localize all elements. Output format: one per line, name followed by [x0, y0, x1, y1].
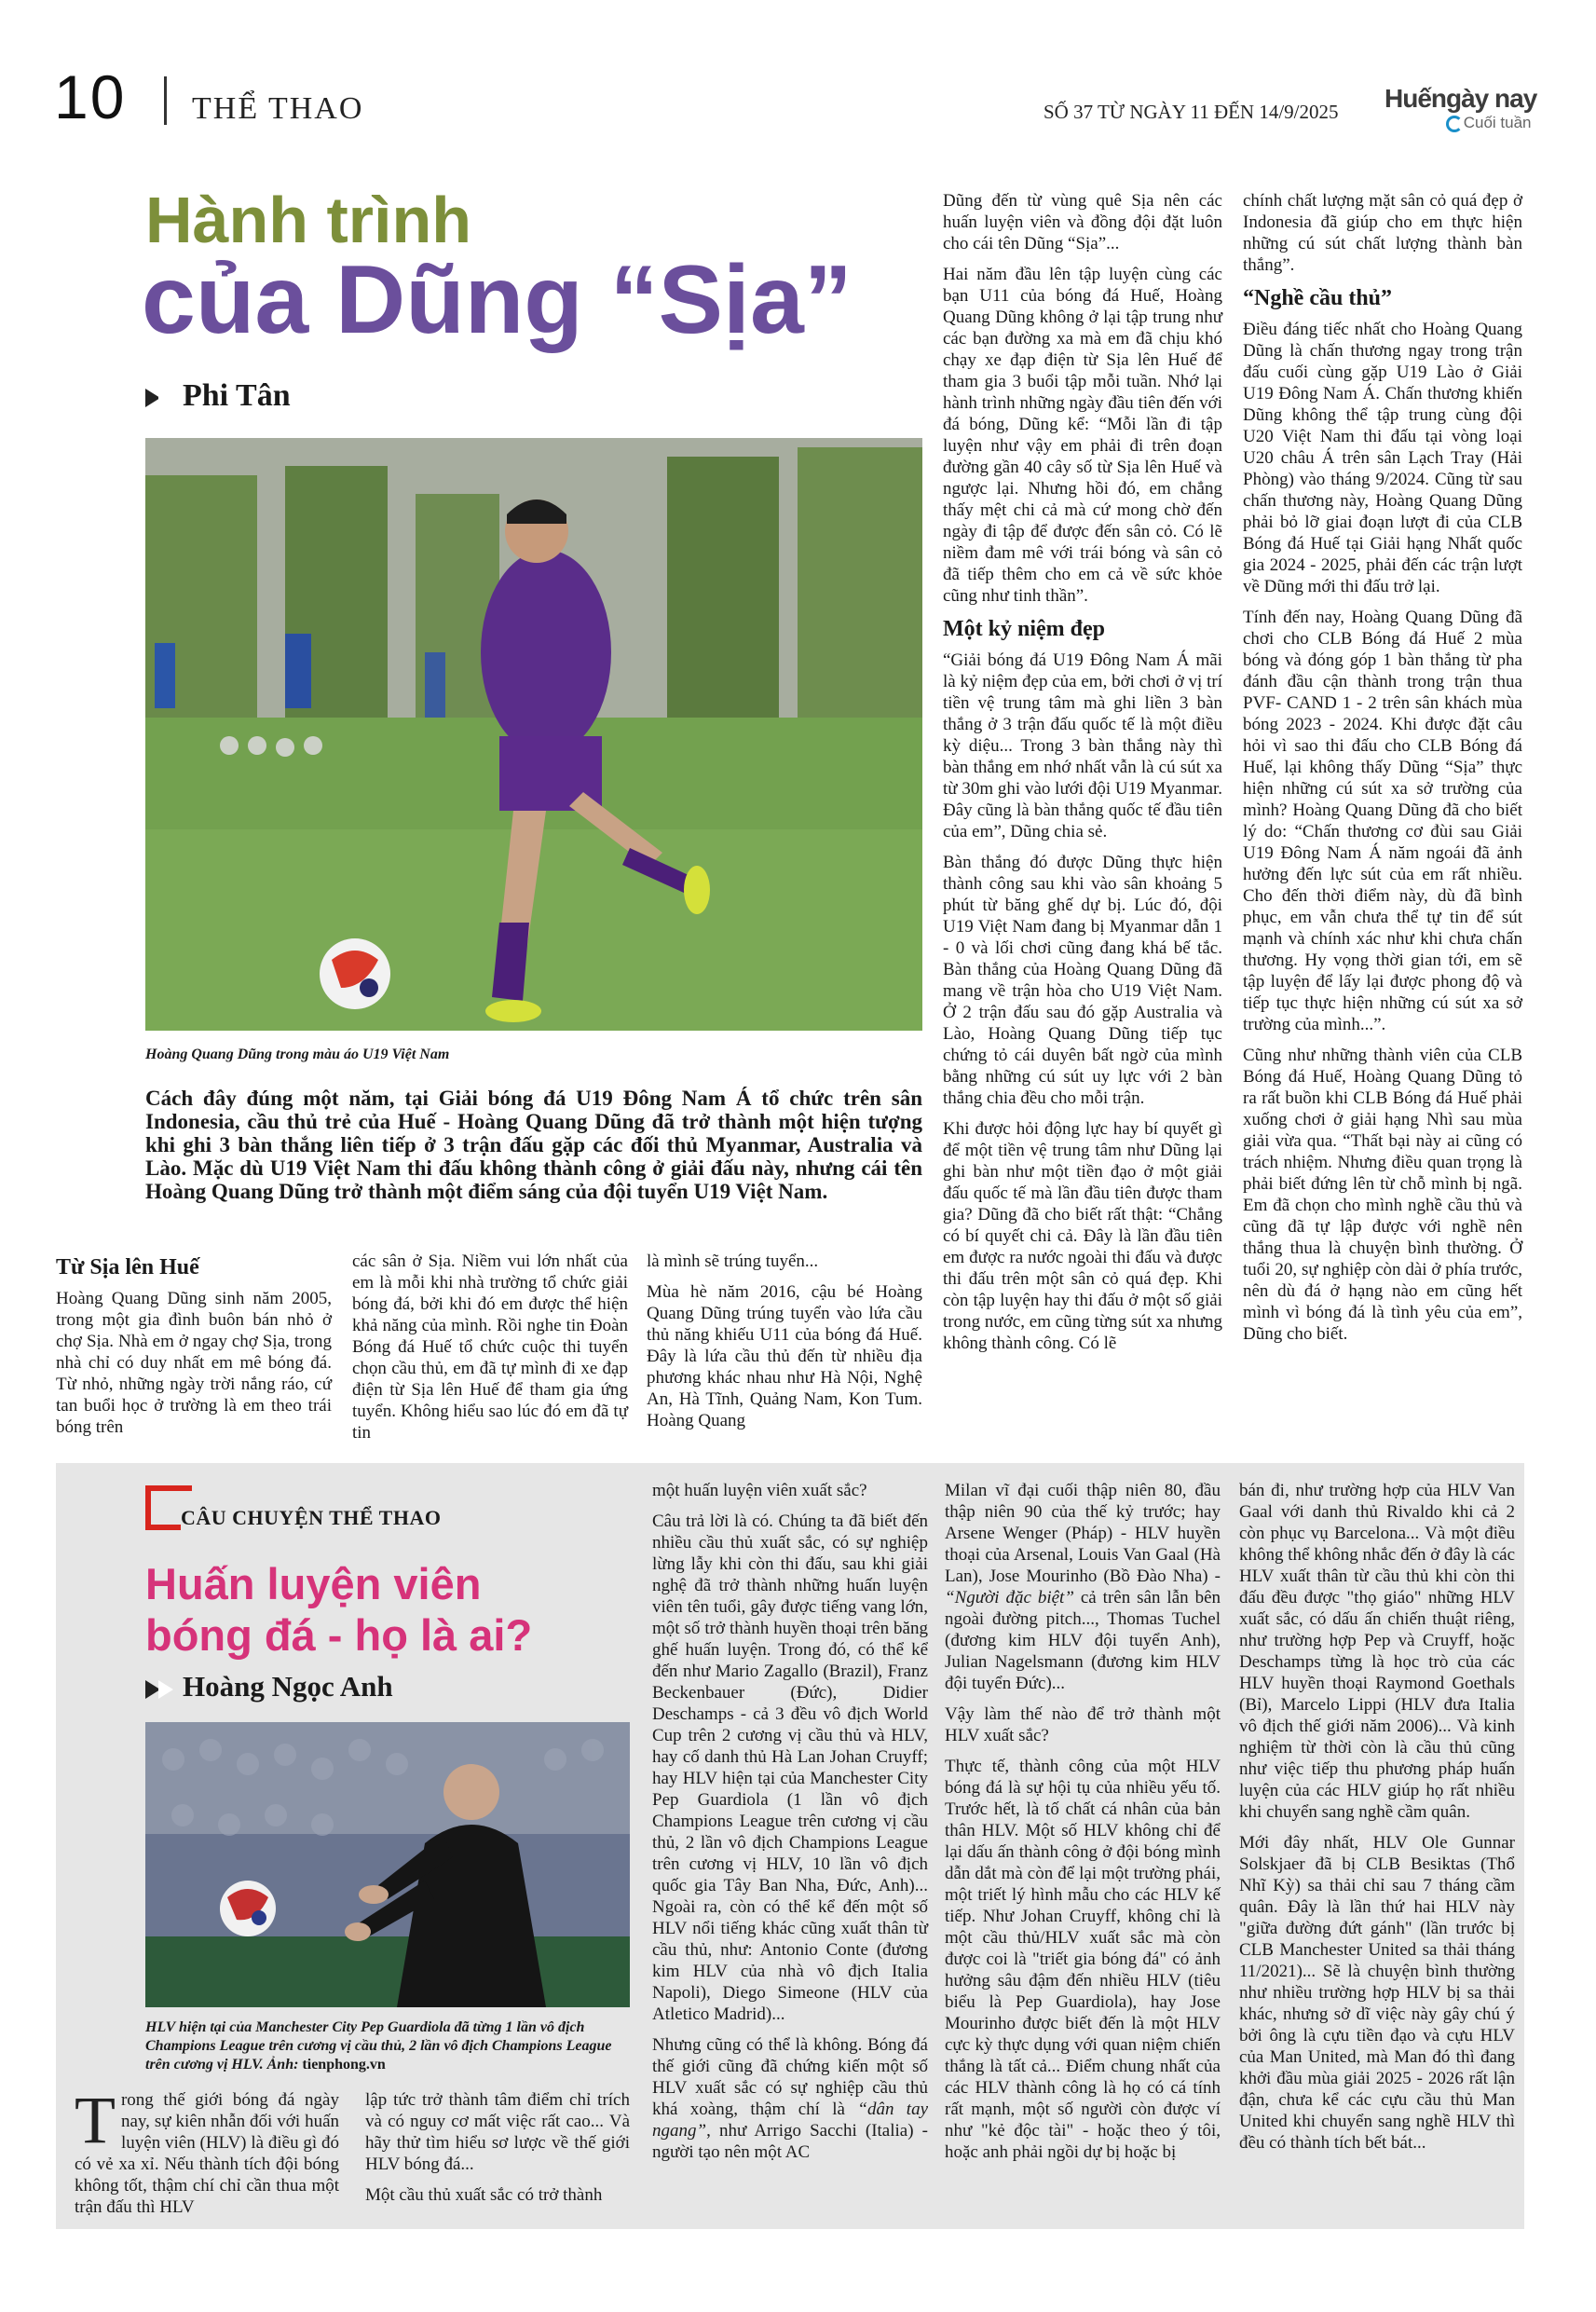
body-text: là mình sẽ trúng tuyển...: [647, 1252, 819, 1271]
brand-logo: [1385, 84, 1545, 140]
article1-col4: [943, 190, 1222, 1363]
guardiola-photo: [145, 1722, 630, 2007]
body-text: lập tức trở thành tâm điểm chỉ trích và có nguy cơ mất việc rất cao... Và hãy thử tìm hiểu sơ lược về thế giới HLV bóng đá...: [365, 2090, 630, 2174]
body-text: Hoàng Quang Dũng sinh năm 2005, trong một gia đình buôn bán nhỏ ở chợ Sịa. Nhà em ở ngay chợ Sịa, trong nhà chỉ có duy nhất em mê bóng đá. Từ nhỏ, những ngày trời nắng ráo, cứ tan buổi học ở trường là em theo trái bóng trên: [56, 1289, 332, 1437]
body-text: Cũng như những thành viên của CLB Bóng đá Huế, Hoàng Quang Dũng tỏ ra rất buồn khi CLB Bóng đá Huế phải xuống chơi ở giải hạng Nhì sau mùa giải vừa qua. “Thất bại này ai cũng có trách nhiệm. Nhưng điều quan trọng là phải biết đứng lên từ chỗ mình bị ngã. Em đã chọn cho mình nghề cầu thủ và cũng đã tự lập được với nghề nên thắng thua là chuyện bình thường. Ở tuổi 20, sự nghiệp còn dài ở phía trước, nên dù đá ở hạng nào em cũng hết mình vì bóng đá là tình yêu của em”, Dũng cho biết.: [1243, 1046, 1522, 1344]
article2-col3: [652, 1480, 928, 2172]
photo-caption: Hoàng Quang Dũng trong màu áo U19 Việt Nam: [145, 1047, 450, 1062]
byline-triangle-inner: [158, 1680, 173, 1699]
body-text: rong thế giới bóng đá ngày nay, sự kiên nhẫn đối với huấn luyện viên (HLV) là điều gì đó có vẻ xa xỉ. Nếu thành tích đội bóng không tốt, thậm chí chỉ cần thua một trận đấu thì HLV: [75, 2090, 339, 2217]
player-photo: [145, 438, 922, 1031]
section-name: THỂ THAO: [192, 91, 364, 126]
caption-source: tienphong.vn: [302, 2057, 386, 2073]
page-header: [54, 63, 1545, 138]
article1-title-line2: của Dũng “Sịa”: [142, 246, 853, 354]
article1-title-line1: Hành trình: [145, 184, 471, 256]
body-text: Khi được hỏi động lực hay bí quyết gì để một tiền vệ trung tâm như Dũng lại ghi bàn như một tiền đạo ở một giải đấu quốc tế mà lần đầu tiên được tham gia? Dũng đã cho biết rất thật: “Chẳng có bí quyết chi cả. Đây là lần đầu tiên em được ra nước ngoài thi đấu và được thi đấu trên một sân cỏ quá đẹp. Khi còn tập luyện hay thi đấu ở một số giải trong nước, em cũng từng sút xa nhưng không thành công. Có lẽ: [943, 1119, 1222, 1353]
article2-col5: [1239, 1480, 1515, 2163]
brand-top: Huếngày nay: [1385, 84, 1537, 113]
body-text: chính chất lượng mặt sân cỏ quá đẹp ở Indonesia đã giúp cho em thực hiện những cú sút chất lượng thành bàn thắng”.: [1243, 191, 1522, 275]
body-text: “Giải bóng đá U19 Đông Nam Á mãi là kỷ niệm đẹp của em, bởi chơi ở vị trí tiền vệ trung tâm mà ghi liền 3 bàn thắng ở 3 trận đấu quốc tế là một điều kỳ diệu... Trong 3 bàn thắng này thì bàn thắng em nhớ nhất vẫn là cú sút xa từ 30m ghi vào lưới đội U19 Myanmar. Đây cũng là bàn thắng quốc tế đầu tiên của em”, Dũng chia sẻ.: [943, 650, 1222, 841]
kicker-bracket-icon: [145, 1485, 181, 1530]
article2-title: Huấn luyện viên bóng đá - họ là ai?: [145, 1559, 533, 1660]
kicker-bracket-top: [145, 1485, 192, 1491]
body-text: Hai năm đầu lên tập luyện cùng các bạn U11 của bóng đá Huế, Hoàng Quang Dũng không ở lại tập trung như các bạn đường xa mà em đã chịu khó chạy xe đạp điện từ Sịa lên Huế để tham gia 3 buổi tập mỗi tuần. Nhớ lại hành trình những ngày đầu tiên đến với đá bóng, Dũng kể: “Mỗi lần đi tập luyện như vậy em phải đi trên đoạn đường gần 40 cây số từ Sịa lên Huế và ngược lại. Nhưng hồi đó, em chẳng thấy mệt chi cả mà cứ mong chờ đến ngày đi tập để được đến sân cỏ. Có lẽ niềm đam mê với trái bóng và sân cỏ đã tiếp thêm cho em cả về sức khỏe cũng như tinh thần”.: [943, 265, 1222, 606]
brand-bottom: Cuối tuần: [1446, 114, 1532, 132]
brand-c-icon: [1446, 116, 1463, 132]
body-text: Bàn thắng đó được Dũng thực hiện thành công sau khi vào sân khoảng 5 phút từ băng ghế dự bị. Lúc đó, đội U19 Việt Nam đang bị Myanmar dẫn 1 - 0 và lối chơi cũng đang khá bế tắc. Bàn thắng của Hoàng Quang Dũng đã mang về trận hòa cho U19 Việt Nam. Ở 2 trận đấu sau đó gặp Australia và Lào, Hoàng Quang Dũng tiếp tục chứng tỏ cái duyên bất ngờ của mình bằng những cú sút uy lực với 2 bàn thắng chia đều cho mỗi trận.: [943, 853, 1222, 1108]
page-number: 10: [54, 62, 127, 131]
body-text: Dũng đến từ vùng quê Sịa nên các huấn luyện viên và đồng đội đặt luôn cho cái tên Dũng “Sịa”...: [943, 191, 1222, 253]
body-text: Nhưng cũng có thể là không. Bóng đá thế giới cũng đã chứng kiến một số HLV xuất sắc có sự nghiệp cầu thủ khá xoàng, thậm chí là “dân tay ngang”, như Arrigo Sacchi (Italia) - người tạo nên một AC: [652, 2035, 929, 2162]
guardiola-caption: HLV hiện tại của Manchester City Pep Guardiola đã từng 1 lần vô địch Champions League trên cương vị cầu thủ, 2 lần vô địch Champions League trên cương vị HLV. Ảnh: tienphong.vn: [145, 2019, 612, 2073]
heading-mot-ky-niem-dep: Một kỷ niệm đẹp: [943, 617, 1105, 641]
article2-col2: [365, 2089, 630, 2215]
body-text: Vậy làm thế nào để trở thành một HLV xuất sắc?: [945, 1704, 1221, 1745]
dropcap: T: [75, 2083, 116, 2157]
body-text: Một cầu thủ xuất sắc có trở thành: [365, 2185, 603, 2205]
article1-col3: [647, 1251, 922, 1441]
issue-info: SỐ 37 TỪ NGÀY 11 ĐẾN 14/9/2025: [1044, 101, 1339, 123]
article1-lead: Cách đây đúng một năm, tại Giải bóng đá U19 Đông Nam Á tổ chức trên sân Indonesia, cầu thủ trẻ của Huế - Hoàng Quang Dũng đã trở thành một hiện tượng khi ghi 3 bàn thắng liên tiếp ở 3 trận đấu gặp các đối thủ Myanmar, Australia và Lào. Mặc dù U19 Việt Nam thi đấu không thành công ở giải đấu này, nhưng cái tên Hoàng Quang Dũng trở thành một điểm sáng của đội tuyển U19 Việt Nam.: [145, 1087, 922, 1203]
body-text: Câu trả lời là có. Chúng ta đã biết đến nhiều cầu thủ xuất sắc, có sự nghiệp lừng lẫy khi còn thi đấu, sau khi giải nghệ đã trở thành những huấn luyện viên tên tuổi, gây được tiếng vang lớn, một số trở thành huyền thoại trên băng ghế huấn luyện. Trong đó, có thể kể đến như Mario Zagallo (Brazil), Franz Beckenbauer (Đức), Didier Deschamps - cả 3 đều vô địch World Cup trên 2 cương vị cầu thủ và HLV, hay cố danh thủ Hà Lan Johan Cruyff; hay HLV hiện tại của Manchester City Pep Guardiola (1 lần vô địch Champions League trên cương vị cầu thủ, 2 lần vô địch Champions League trên cương vị HLV, 10 lần vô địch quốc gia Tây Ban Nha, Đức, Anh)... Ngoài ra, còn có thể kể đến một số HLV nổi tiếng khác cũng xuất thân từ cầu thủ, như: Antonio Conte (đương kim HLV của nhà vô địch Italia Napoli), Diego Simeone (HLV của Atletico Madrid)...: [652, 1512, 928, 2024]
body-text: Thực tế, thành công của một HLV bóng đá là sự hội tụ của nhiều yếu tố. Trước hết, là tố chất cá nhân của bản thân HLV. Một số HLV không chỉ để lại dấu ấn thành công ở đội bóng mình dẫn dắt mà còn để lại một trường phái, một triết lý hình mẫu cho các HLV kế tiếp. Như Johan Cruyff, không chỉ là một cầu thủ/HLV xuất sắc mà còn được coi là "triết gia bóng đá" có ảnh hưởng sâu đậm đến nhiều HLV (tiêu biểu là Pep Guardiola), hay Jose Mourinho được biết đến là một HLV cực kỳ thực dụng với quan niệm chiến thắng là tất cả... Điểm chung nhất của các HLV thành công là họ có cá tính rất mạnh, một số người còn được ví như "kẻ độc tài" - hoặc theo ý tôi, hoặc anh phải ngồi dự bị hoặc bị: [945, 1757, 1221, 2162]
body-text: các sân ở Sịa. Niềm vui lớn nhất của em là mỗi khi nhà trường tổ chức giải bóng đá, bởi khi đó em được thể hiện khả năng của mình. Rồi nghe tin Đoàn Bóng đá Huế tổ chức cuộc thi tuyển chọn cầu thủ, em đã tự mình đi xe đạp điện từ Sịa lên Huế để tham gia ứng tuyển. Không hiểu sao lúc đó em đã tự tin: [352, 1252, 628, 1443]
header-divider: [164, 76, 167, 125]
body-text: một huấn luyện viên xuất sắc?: [652, 1481, 867, 1500]
body-text: Điều đáng tiếc nhất cho Hoàng Quang Dũng là chấn thương ngay trong trận đấu cuối cùng gặp U19 Lào ở Giải U19 Đông Nam Á. Chấn thương khiến Dũng không thể tập trung cùng đội U20 Việt Nam thi đấu tại vòng loại U20 châu Á trên sân Lạch Tray (Hải Phòng) vào tháng 9/2024. Cũng từ sau chấn thương này, Hoàng Quang Dũng phải bỏ lỡ giai đoạn lượt đi của CLB Bóng đá Huế tại Giải hạng Nhất quốc gia 2024 - 2025, phải đến các trận lượt về Dũng mới thi đấu trở lại.: [1243, 320, 1522, 596]
article1-byline: Phi Tân: [145, 378, 291, 414]
article1-col1: [56, 1249, 332, 1447]
article2-col1: [75, 2083, 339, 2218]
article1-col2: [352, 1251, 628, 1453]
byline-triangle-inner: [158, 389, 173, 407]
body-text: Milan vĩ đại cuối thập niên 80, đầu thập niên 90 của thế kỷ trước; hay Arsene Wenger (Pháp) - HLV huyền thoại của Arsenal, Louis Van Gaal (Hà Lan), Jose Mourinho (Bồ Đào Nha) - “Người đặc biệt” cả trên sân lẫn bên ngoài đường pitch..., Thomas Tuchel (đương kim HLV đội tuyển Anh), Julian Nagelsmann (đương kim HLV đội tuyển Đức)...: [945, 1481, 1221, 1693]
article1-col5: [1243, 190, 1522, 1354]
heading-nghe-cau-thu: “Nghề cầu thủ”: [1243, 286, 1393, 310]
body-text: Mới đây nhất, HLV Ole Gunnar Solskjaer đã bị CLB Besiktas (Thổ Nhĩ Kỳ) sa thải chỉ sau 7 tháng cầm quân. Đây là lần thứ hai HLV này "giữa đường đứt gánh" (lần trước bị CLB Manchester United sa thải tháng 11/2021)... Sẽ là chuyện bình thường như nhiều trường hợp HLV bị sa thải khác, nhưng sở dĩ việc này gây chú ý bởi ông là cựu tiền đạo và cựu HLV của Man United, mà Man đó thì đang khởi đầu mùa giải 2025 - 2026 rất lận đận, chưa kể các cựu cầu thủ Man United khi chuyển sang nghề HLV thì đều có thành tích bết bát...: [1239, 1833, 1515, 2153]
body-text: Mùa hè năm 2016, cậu bé Hoàng Quang Dũng trúng tuyển vào lứa cầu thủ năng khiếu U11 của bóng đá Huế. Đây là lứa cầu thủ đến từ nhiều địa phương khác nhau như Hà Nội, Nghệ An, Hà Tĩnh, Quảng Nam, Kon Tum. Hoàng Quang: [647, 1282, 922, 1430]
kicker-text: CÂU CHUYỆN THỂ THAO: [181, 1506, 442, 1529]
body-text: Tính đến nay, Hoàng Quang Dũng đã chơi cho CLB Bóng đá Huế 2 mùa bóng và đóng góp 1 bàn thắng từ pha đánh đầu cận thành trong trận thua PVF- CAND 1 - 2 trên sân khách mùa bóng 2023 - 2024. Khi được đặt câu hỏi vì sao thi đấu cho CLB Bóng đá Huế, lại không thấy Dũng “Sịa” thực hiện những cú sút xa sở trường của mình? Hoàng Quang Dũng đã cho biết lý do: “Chấn thương cơ đùi sau Giải U19 Đông Nam Á năm ngoái đã ảnh hưởng đến lực sút của em rất nhiều. Cho đến thời điểm này, dù đã bình phục, em vẫn chưa thể tự tin để sút mạnh và chính xác như khi chưa chấn thương. Hy vọng thời gian tới, em sẽ tập luyện để lấy lại được phong độ và tiếp tục thực hiện những cú sút xa sở trường của mình...”.: [1243, 608, 1522, 1034]
article2-col4: [945, 1480, 1221, 2172]
heading-tu-sia-len-hue: Từ Sịa lên Huế: [56, 1255, 199, 1279]
body-text: bán đi, như trường hợp của HLV Van Gaal với danh thủ Rivaldo khi cả 2 còn phục vụ Barcelona... Và một điều không thể không nhắc đến ở đây là các HLV xuất thân từ cầu thủ khi còn thi đấu đều được "thọ giáo" những HLV xuất sắc, có dấu ấn chiến thuật riêng, như trường hợp Pep và Cruyff, hoặc Deschamps từng là học trò của các HLV huyền thoại Raymond Goethals (Bỉ), Marcelo Lippi (HLV đưa Italia vô địch thế giới năm 2006)... Và kinh nghiệm từ thời còn là cầu thủ cũng như việc tiếp thu phương pháp huấn luyện của các HLV giúp họ rất nhiều khi chuyển sang nghề cầm quân.: [1239, 1481, 1516, 1822]
article2-byline: Hoàng Ngọc Anh: [145, 1670, 393, 1703]
